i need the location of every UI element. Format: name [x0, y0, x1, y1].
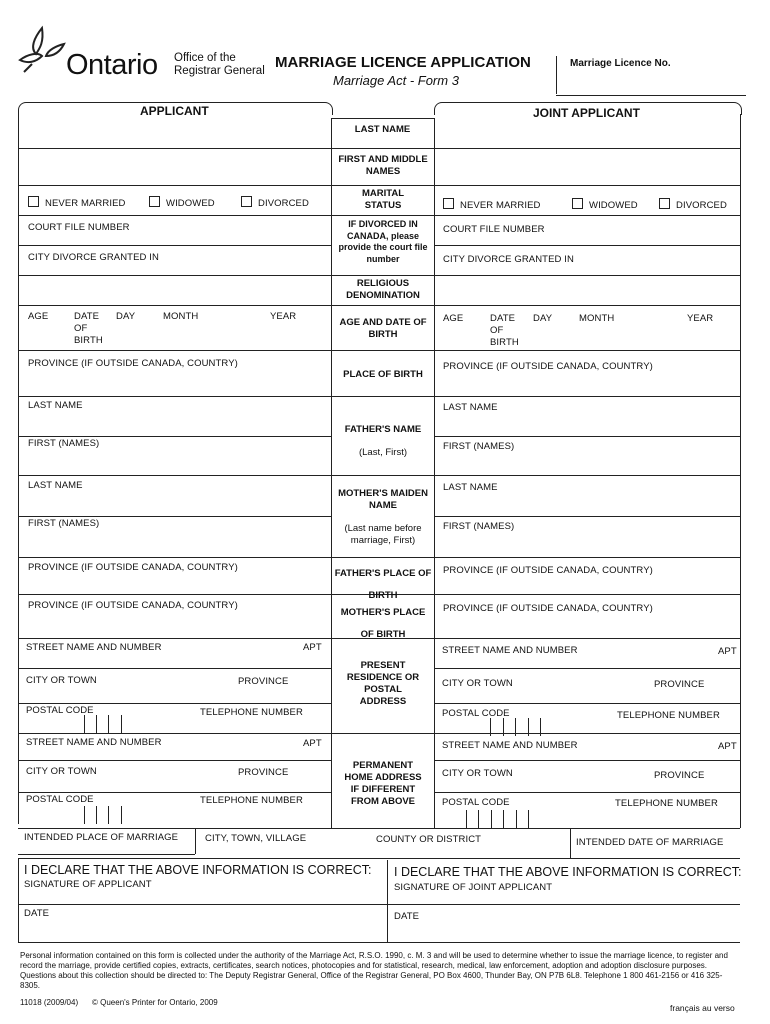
trillium-logo-icon: [14, 24, 70, 76]
center-religious: RELIGIOUS DENOMINATION: [346, 278, 420, 301]
joint-age: AGE: [443, 313, 464, 324]
center-present-residence: PRESENT RESIDENCE OR POSTAL ADDRESS: [346, 660, 420, 707]
applicant-age: AGE: [28, 311, 49, 322]
applicant-perm-province: PROVINCE: [238, 767, 289, 778]
center-place-birth: PLACE OF BIRTH: [343, 369, 423, 380]
joint-perm-postal: POSTAL CODE: [442, 797, 510, 808]
french-on-back: français au verso: [670, 1003, 735, 1013]
center-first-middle: FIRST AND MIDDLE NAMES: [338, 154, 428, 177]
ontario-logo: Ontario: [66, 49, 158, 81]
applicant-apt: APT: [303, 642, 322, 653]
joint-month: MONTH: [579, 313, 615, 324]
signature-applicant-label: SIGNATURE OF APPLICANT: [24, 879, 152, 890]
joint-perm-telephone: TELEPHONE NUMBER: [615, 798, 718, 809]
joint-dob: DATE OF BIRTH: [490, 313, 519, 348]
applicant-heading: APPLICANT: [140, 104, 209, 118]
county-district-label: COUNTY OR DISTRICT: [376, 834, 482, 845]
center-father-place: FATHER'S PLACE OF BIRTH: [334, 568, 432, 601]
center-last-before: (Last name before marriage, First): [344, 523, 422, 546]
center-permanent-home: PERMANENT HOME ADDRESS IF DIFFERENT FROM ABOVE: [344, 760, 422, 807]
joint-perm-province: PROVINCE: [654, 770, 705, 781]
joint-mother-last: LAST NAME: [443, 482, 498, 493]
center-last-first: (Last, First): [358, 447, 408, 458]
applicant-postal: POSTAL CODE: [26, 705, 94, 716]
joint-postal: POSTAL CODE: [442, 708, 510, 719]
applicant-province-country: PROVINCE (IF OUTSIDE CANADA, COUNTRY): [28, 358, 238, 369]
applicant-divorced[interactable]: DIVORCED: [241, 196, 309, 209]
joint-city-divorce: CITY DIVORCE GRANTED IN: [443, 254, 574, 265]
applicant-city-divorce: CITY DIVORCE GRANTED IN: [28, 252, 159, 263]
declare-joint: I DECLARE THAT THE ABOVE INFORMATION IS CORRECT:: [394, 865, 742, 879]
divorced-checkbox[interactable]: [241, 196, 252, 207]
declare-applicant: I DECLARE THAT THE ABOVE INFORMATION IS CORRECT:: [24, 863, 372, 877]
center-last-name: LAST NAME: [354, 124, 411, 135]
applicant-perm-postal: POSTAL CODE: [26, 794, 94, 805]
joint-widowed[interactable]: WIDOWED: [572, 198, 638, 211]
joint-mother-first: FIRST (NAMES): [443, 521, 515, 532]
signature-joint-label: SIGNATURE OF JOINT APPLICANT: [394, 882, 553, 893]
joint-street: STREET NAME AND NUMBER: [442, 645, 578, 656]
applicant-widowed[interactable]: WIDOWED: [149, 196, 215, 209]
joint-telephone: TELEPHONE NUMBER: [617, 710, 720, 721]
joint-province: PROVINCE: [654, 679, 705, 690]
widowed-checkbox[interactable]: [572, 198, 583, 209]
joint-city: CITY OR TOWN: [442, 678, 513, 689]
joint-perm-street: STREET NAME AND NUMBER: [442, 740, 578, 751]
applicant-father-last: LAST NAME: [28, 400, 83, 411]
privacy-notice: Personal information contained on this form is collected under the authority of the Marriage Act, R.S.O. 1990, c. M. 3 and will be used to determine whether to issue the marriage licence, to register and record the marriage, provide certified copies, extracts, certificates, search notices, photocopies and for statistical, research, medical, law enforcement, adoption and adoption disclosure purposes. Questions about this collection should be directed to: The Deputy Registrar General, Office of the Registrar General, PO Box 4600, Thunder Bay, ON P7B 6L8. Telephone 1 800 461-2156 or 416 325-8305.: [20, 951, 728, 990]
joint-mother-place: PROVINCE (IF OUTSIDE CANADA, COUNTRY): [443, 603, 653, 614]
joint-father-first: FIRST (NAMES): [443, 441, 515, 452]
applicant-year: YEAR: [270, 311, 297, 322]
applicant-mother-place: PROVINCE (IF OUTSIDE CANADA, COUNTRY): [28, 600, 238, 611]
center-mother-maiden: MOTHER'S MAIDEN NAME: [338, 488, 428, 511]
never-married-checkbox[interactable]: [443, 198, 454, 209]
joint-never-married[interactable]: NEVER MARRIED: [443, 198, 540, 211]
applicant-perm-telephone: TELEPHONE NUMBER: [200, 795, 303, 806]
joint-divorced[interactable]: DIVORCED: [659, 198, 727, 211]
applicant-perm-city: CITY OR TOWN: [26, 766, 97, 777]
applicant-perm-apt: APT: [303, 738, 322, 749]
copyright: © Queen's Printer for Ontario, 2009: [92, 998, 218, 1007]
applicant-perm-street: STREET NAME AND NUMBER: [26, 737, 162, 748]
joint-day: DAY: [533, 313, 553, 324]
city-town-village-label: CITY, TOWN, VILLAGE: [205, 833, 307, 844]
center-mother-place: MOTHER'S PLACE OF BIRTH: [340, 607, 426, 640]
applicant-father-place: PROVINCE (IF OUTSIDE CANADA, COUNTRY): [28, 562, 238, 573]
applicant-day: DAY: [116, 311, 136, 322]
center-age-dob: AGE AND DATE OF BIRTH: [339, 317, 427, 340]
joint-perm-apt: APT: [718, 741, 737, 752]
center-if-divorced: IF DIVORCED IN CANADA, please provide the court file number: [338, 219, 428, 264]
joint-apt: APT: [718, 646, 737, 657]
applicant-mother-last: LAST NAME: [28, 480, 83, 491]
applicant-dob: DATE OF BIRTH: [74, 311, 103, 346]
joint-perm-city: CITY OR TOWN: [442, 768, 513, 779]
date-applicant-label: DATE: [24, 908, 50, 919]
form-number: 11018 (2009/04): [20, 998, 79, 1007]
intended-date-label: INTENDED DATE OF MARRIAGE: [576, 837, 724, 848]
joint-year: YEAR: [687, 313, 714, 324]
joint-father-last: LAST NAME: [443, 402, 498, 413]
applicant-street: STREET NAME AND NUMBER: [26, 642, 162, 653]
applicant-mother-first: FIRST (NAMES): [28, 518, 100, 529]
applicant-city: CITY OR TOWN: [26, 675, 97, 686]
applicant-month: MONTH: [163, 311, 199, 322]
divorced-checkbox[interactable]: [659, 198, 670, 209]
joint-father-place: PROVINCE (IF OUTSIDE CANADA, COUNTRY): [443, 565, 653, 576]
center-marital-status: MARITAL STATUS: [361, 188, 405, 211]
applicant-court-file: COURT FILE NUMBER: [28, 222, 130, 233]
applicant-father-first: FIRST (NAMES): [28, 438, 100, 449]
joint-applicant-heading: JOINT APPLICANT: [533, 106, 640, 120]
intended-place-label: INTENDED PLACE OF MARRIAGE: [24, 832, 179, 843]
center-father-name: FATHER'S NAME: [344, 424, 422, 435]
form-title: MARRIAGE LICENCE APPLICATION: [275, 54, 531, 71]
applicant-telephone: TELEPHONE NUMBER: [200, 707, 303, 718]
office-line-1: Office of the: [174, 52, 236, 64]
licence-number-label: Marriage Licence No.: [570, 58, 671, 69]
joint-province-country: PROVINCE (IF OUTSIDE CANADA, COUNTRY): [443, 361, 653, 372]
applicant-province: PROVINCE: [238, 676, 289, 687]
office-line-2: Registrar General: [174, 65, 265, 77]
never-married-checkbox[interactable]: [28, 196, 39, 207]
joint-court-file: COURT FILE NUMBER: [443, 224, 545, 235]
form-subtitle: Marriage Act - Form 3: [333, 73, 459, 88]
date-joint-label: DATE: [394, 911, 420, 922]
widowed-checkbox[interactable]: [149, 196, 160, 207]
applicant-never-married[interactable]: NEVER MARRIED: [28, 196, 125, 209]
